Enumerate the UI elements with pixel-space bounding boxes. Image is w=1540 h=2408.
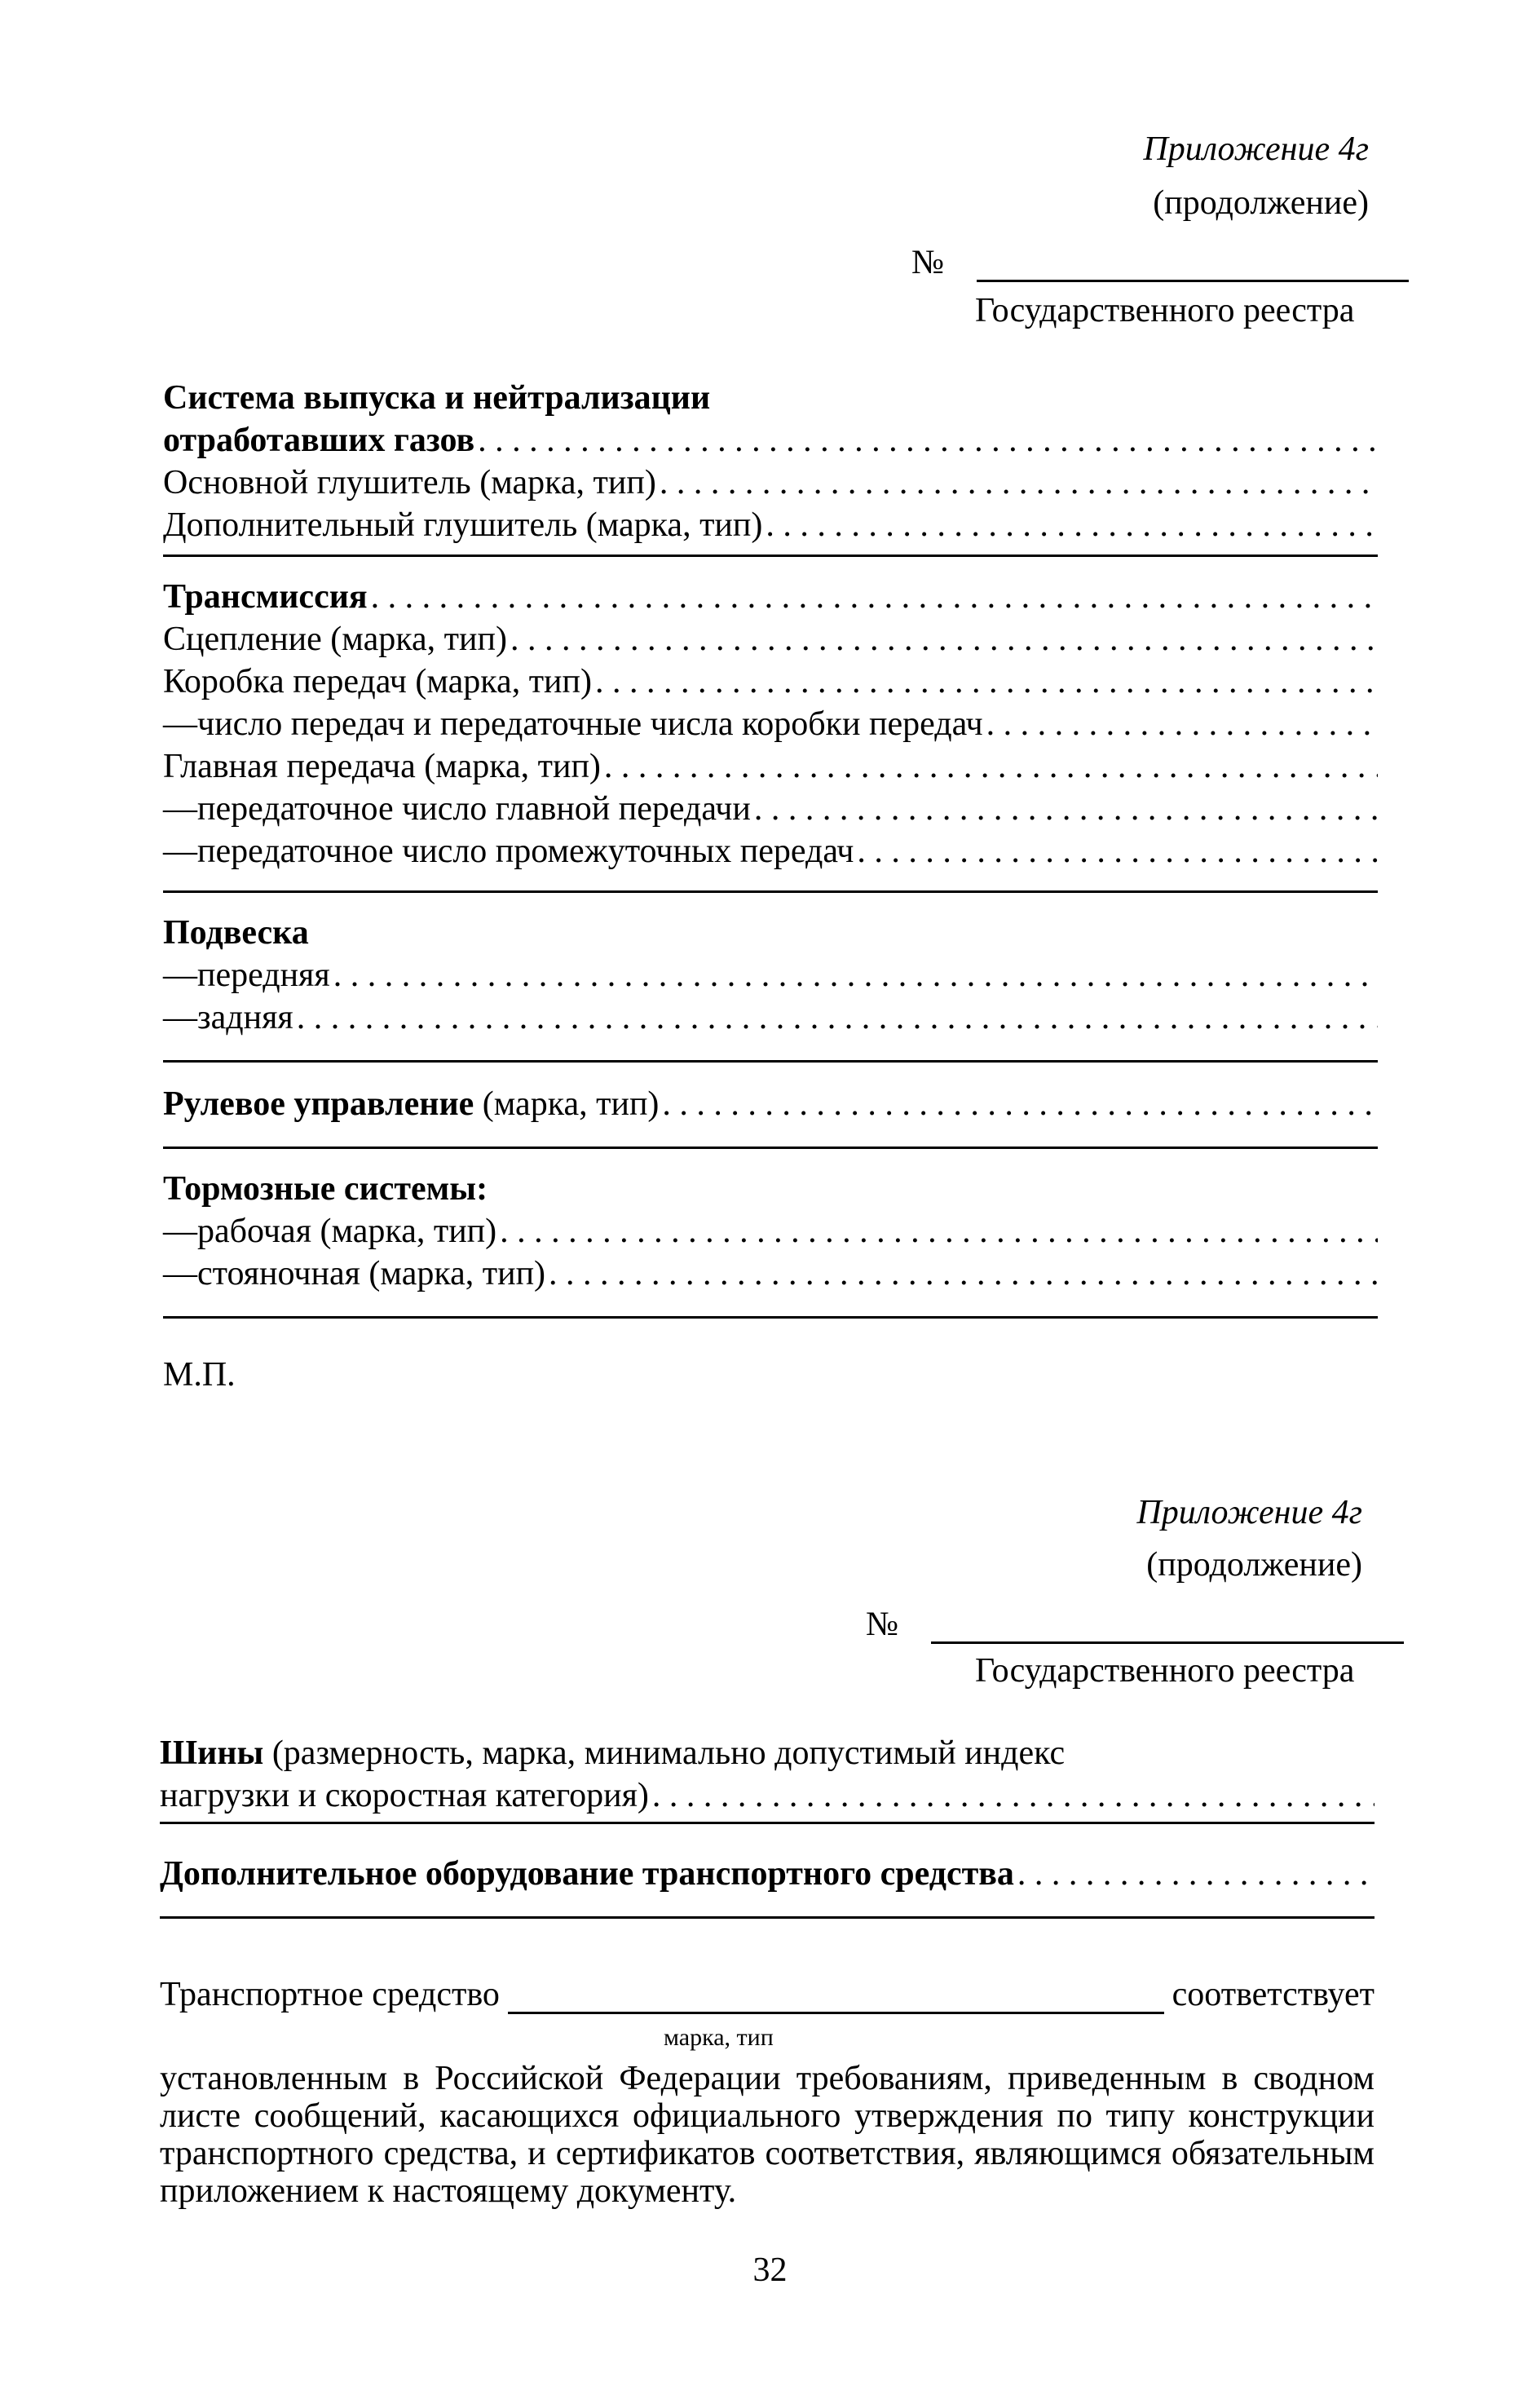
suspension-title: Подвеска (163, 914, 309, 952)
brakes-title-row (163, 1168, 1378, 1210)
transmission-item-label: Сцепление (марка, тип) (163, 621, 507, 658)
dot-leader (652, 1774, 1375, 1817)
exhaust-item-label: Основной глушитель (марка, тип) (163, 464, 656, 501)
extra-equipment-title: Дополнительное оборудование транспортного средства (160, 1855, 1014, 1893)
brakes-item-label: —рабочая (марка, тип) (163, 1213, 497, 1250)
tires-line2: нагрузки и скоростная категория) (160, 1777, 649, 1814)
dot-leader (662, 1083, 1378, 1125)
section-divider (163, 1060, 1378, 1063)
exhaust-section (163, 377, 1378, 546)
transmission-item-row[interactable] (163, 703, 1378, 745)
exhaust-item-row[interactable] (163, 504, 1378, 546)
transmission-item-row[interactable] (163, 745, 1378, 788)
dot-leader (857, 830, 1378, 873)
brakes-item-row[interactable] (163, 1253, 1378, 1295)
make-type-sublabel: марка, тип (664, 2024, 774, 2051)
brakes-item-label: —стояночная (марка, тип) (163, 1255, 546, 1292)
dot-leader (297, 996, 1378, 1039)
exhaust-title-line2: отработавших газов (163, 422, 475, 459)
transmission-item-label: —число передач и передаточные числа коробки передач (163, 705, 983, 743)
tires-title: Шины (160, 1734, 264, 1772)
registry-label: Государственного реестра (975, 1652, 1355, 1690)
transmission-item-row[interactable] (163, 661, 1378, 703)
section-divider (160, 1916, 1375, 1919)
brakes-item-row[interactable] (163, 1210, 1378, 1253)
tires-desc: (размерность, марка, минимально допустимый индекс (263, 1734, 1066, 1772)
tires-line2-row[interactable] (160, 1774, 1375, 1817)
brakes-title: Тормозные системы: (163, 1170, 488, 1208)
section-divider (163, 1316, 1378, 1319)
tires-line1 (160, 1732, 1375, 1774)
dot-leader (510, 618, 1378, 661)
compliance-text: установленным в Российской Федерации требованиям, приведенным в сводном листе сообщений, касающихся официального утверждения по типу конструкции транспортного средства, и сертификатов соответствия, являющимся обязательным приложением к настоящему документу. (160, 2060, 1375, 2210)
dot-leader (754, 788, 1378, 830)
suspension-item-label: —передняя (163, 957, 330, 994)
extra-equipment-section (160, 1853, 1375, 1895)
section-divider (163, 890, 1378, 893)
transmission-item-row[interactable] (163, 830, 1378, 873)
dot-leader (1017, 1853, 1375, 1895)
transmission-item-label: —передаточное число главной передачи (163, 790, 751, 828)
dot-leader (595, 661, 1378, 703)
registry-number-field[interactable] (977, 250, 1409, 282)
dot-leader (986, 703, 1378, 745)
section-divider (163, 555, 1378, 557)
annex-title: Приложение 4г (1143, 130, 1369, 168)
registry-number-row (911, 243, 1409, 282)
suspension-title-row (163, 912, 1378, 954)
dot-leader (500, 1210, 1378, 1253)
registry-label: Государственного реестра (975, 292, 1355, 329)
annex-continuation: (продолжение) (1146, 1546, 1362, 1584)
dot-leader (549, 1253, 1378, 1295)
transmission-title-row[interactable] (163, 576, 1378, 618)
section-divider (163, 1147, 1378, 1149)
registry-number-field[interactable] (931, 1612, 1404, 1644)
transmission-section (163, 576, 1378, 873)
dot-leader (604, 745, 1378, 788)
suspension-item-row[interactable] (163, 996, 1378, 1039)
number-sign: № (911, 244, 945, 281)
complies-label: соответствует (1172, 1976, 1375, 2013)
brakes-section (163, 1168, 1378, 1295)
suspension-section (163, 912, 1378, 1039)
extra-equipment-row[interactable] (160, 1853, 1375, 1895)
steering-row[interactable] (163, 1083, 1378, 1125)
suspension-item-row[interactable] (163, 954, 1378, 996)
annex-title: Приложение 4г (1136, 1494, 1362, 1531)
tires-section (160, 1732, 1375, 1817)
vehicle-label: Транспортное средство (160, 1976, 500, 2013)
transmission-item-label: —передаточное число промежуточных передач (163, 833, 854, 870)
dot-leader (478, 419, 1378, 462)
dot-leader (333, 954, 1378, 996)
steering-title: Рулевое управление (163, 1085, 474, 1123)
exhaust-title-line1: Система выпуска и нейтрализации (163, 379, 711, 417)
dot-leader (660, 462, 1378, 504)
dot-leader (371, 576, 1378, 618)
transmission-item-label: Главная передача (марка, тип) (163, 748, 601, 785)
steering-suffix: (марка, тип) (474, 1085, 660, 1123)
transmission-item-label: Коробка передач (марка, тип) (163, 663, 592, 700)
number-sign: № (866, 1606, 899, 1643)
vehicle-compliance-row (160, 1975, 1375, 2014)
steering-section (163, 1083, 1378, 1125)
exhaust-title-line2-row (163, 419, 1378, 462)
transmission-item-row[interactable] (163, 618, 1378, 661)
exhaust-item-row[interactable] (163, 462, 1378, 504)
transmission-title: Трансмиссия (163, 578, 368, 616)
section-divider (160, 1822, 1375, 1824)
dot-leader (766, 504, 1378, 546)
exhaust-item-label: Дополнительный глушитель (марка, тип) (163, 506, 763, 544)
suspension-item-label: —задняя (163, 999, 293, 1036)
annex-continuation: (продолжение) (1153, 184, 1369, 222)
page-number: 32 (752, 2251, 788, 2289)
transmission-item-row[interactable] (163, 788, 1378, 830)
registry-number-row (866, 1605, 1404, 1644)
vehicle-make-type-field[interactable] (508, 1984, 1164, 2014)
stamp-place-label: М.П. (163, 1356, 236, 1394)
